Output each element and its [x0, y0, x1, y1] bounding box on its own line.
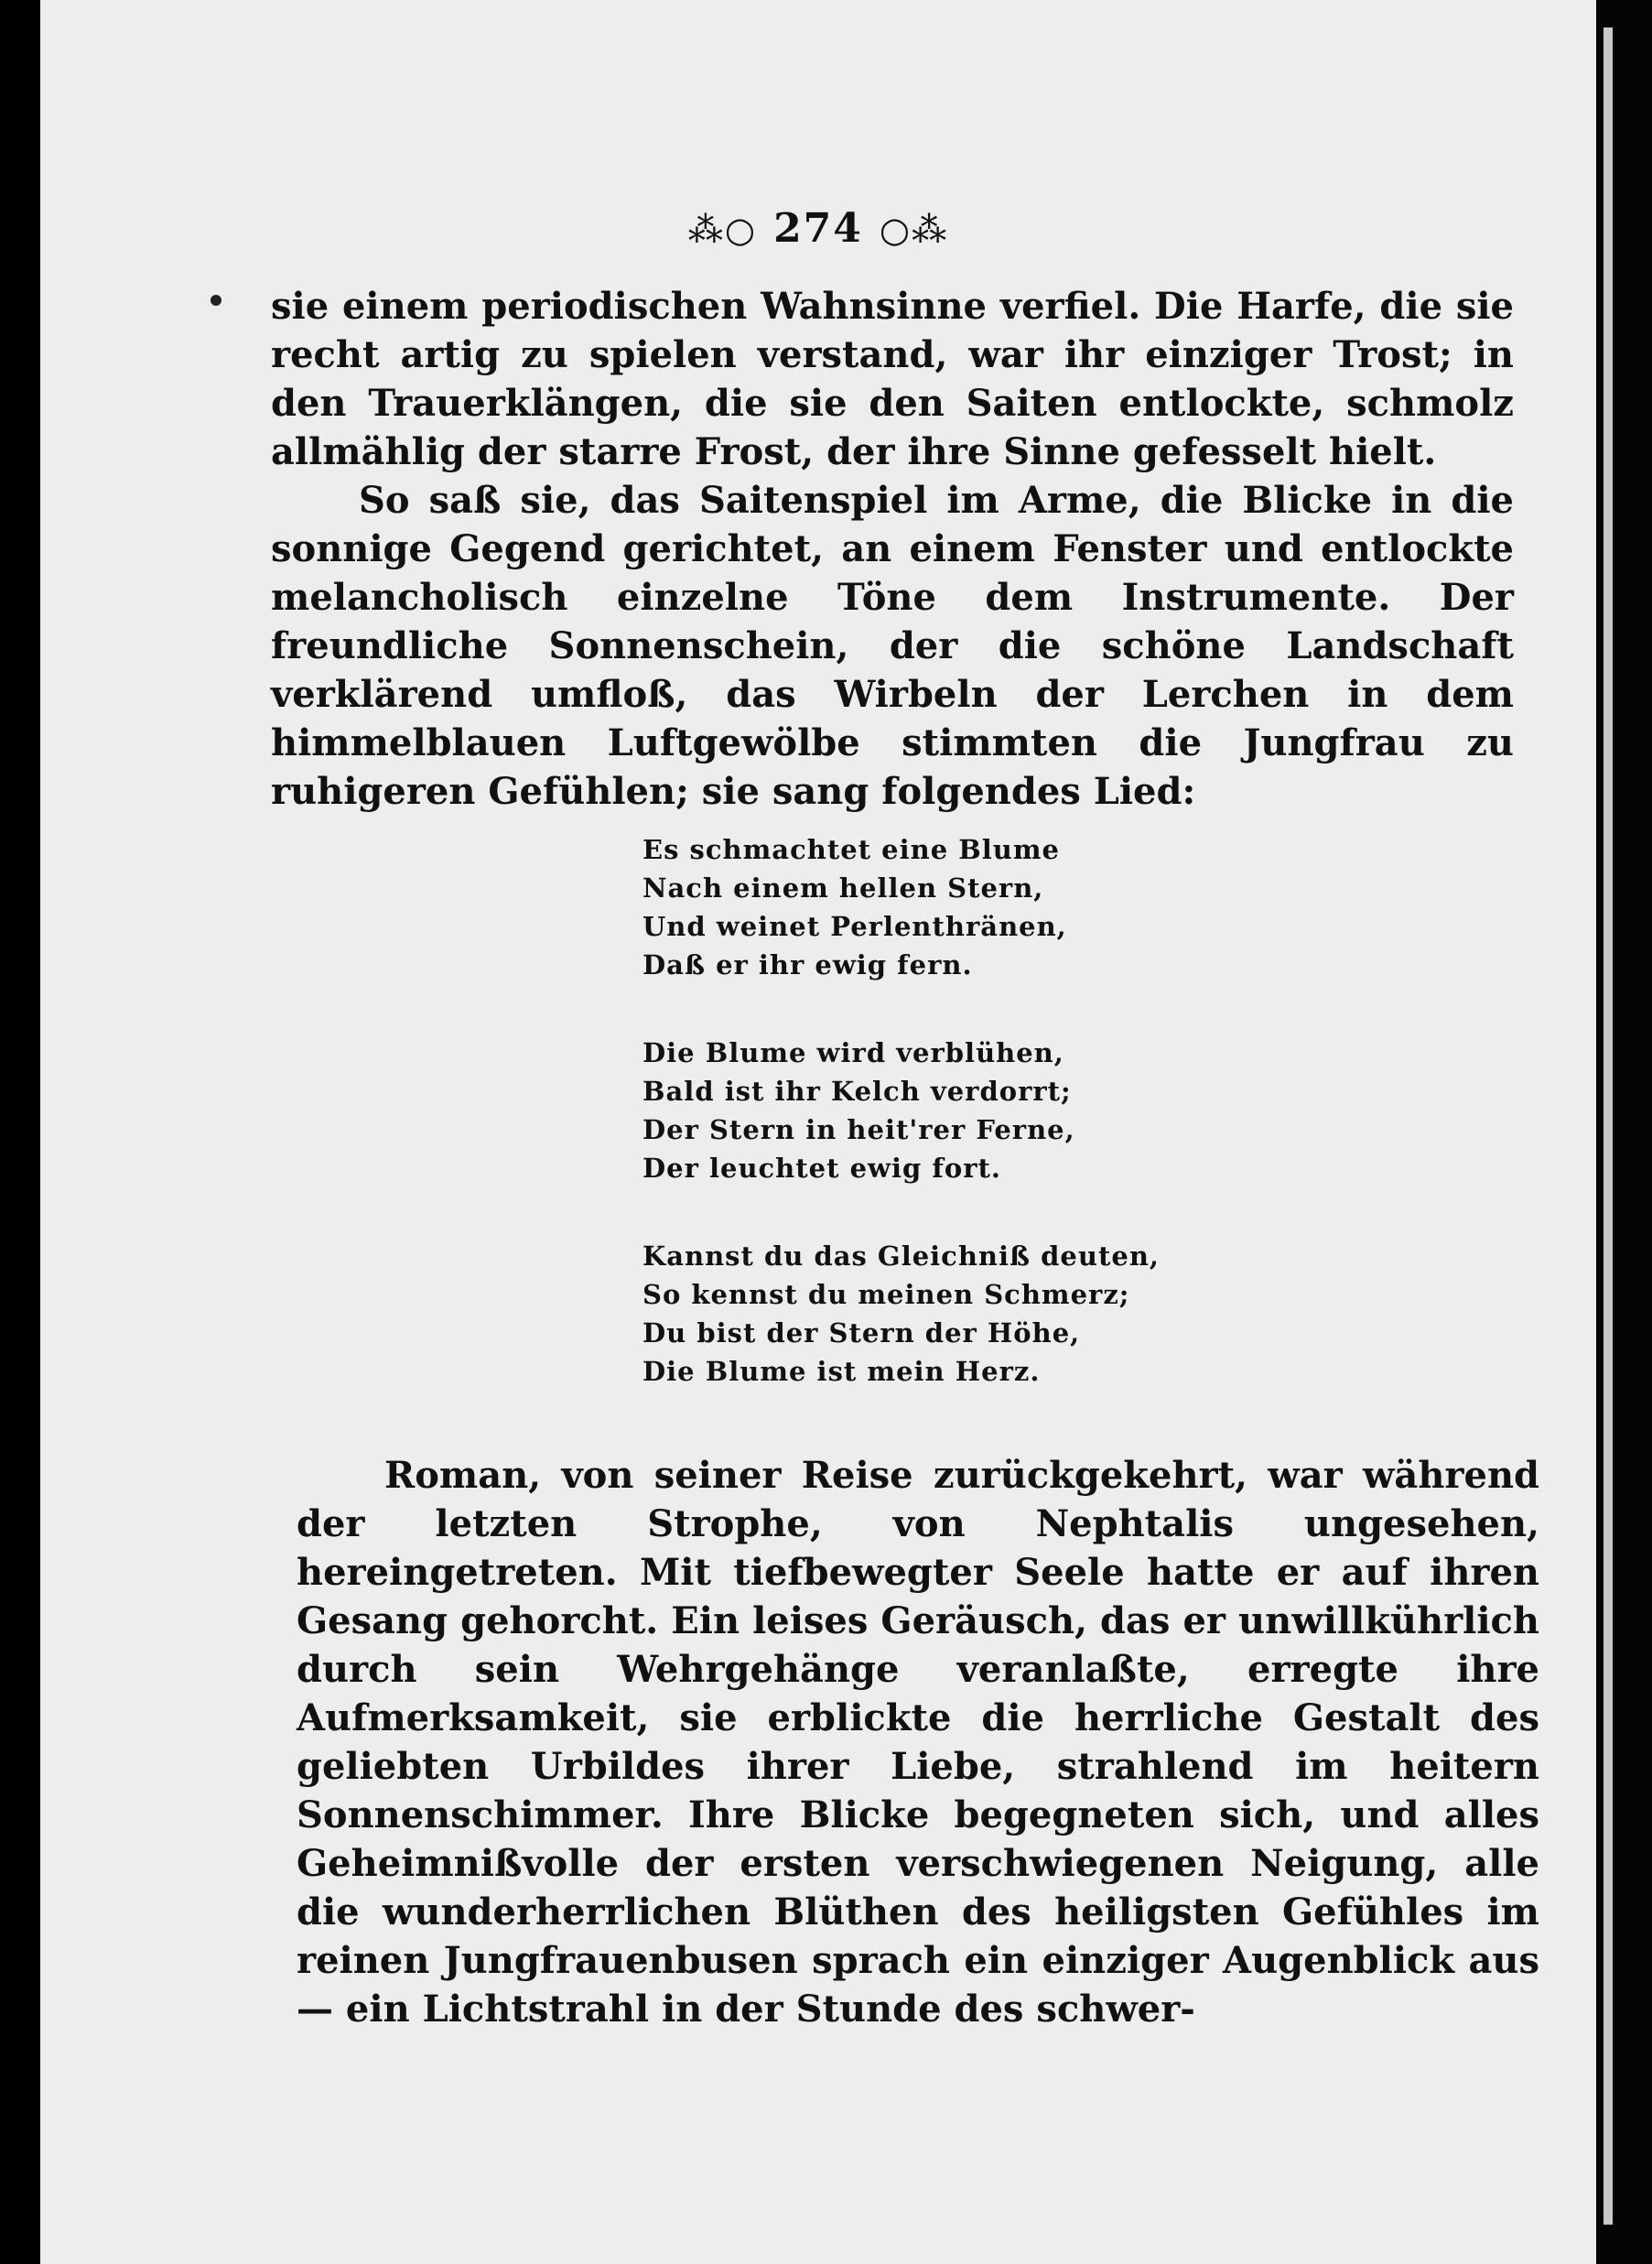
poem-line: Es schmachtet eine Blume: [642, 834, 1060, 865]
page-header: [40, 205, 1596, 252]
poem-line: Daß er ihr ewig fern.: [642, 949, 973, 980]
poem-line: Der Stern in heit'rer Ferne,: [642, 1114, 1075, 1145]
poem-line: Der leuchtet ewig fort.: [642, 1153, 1001, 1184]
margin-dot-icon: [211, 295, 221, 306]
poem-line: Die Blume wird verblühen,: [642, 1037, 1064, 1068]
paragraph-1: sie einem periodischen Wahnsinne verfiel. Die Harfe, die sie recht artig zu spielen verstand, war ihr einziger Trost; in den Trauerklängen, die sie den Saiten entlockte, schmolz allmählig der starre Frost, der ihre Sinne gefesselt hielt.: [271, 285, 1514, 473]
poem-line: Kannst du das Gleichniß deuten,: [642, 1240, 1160, 1272]
ornament-right-icon: ○⁂: [879, 210, 949, 250]
poem: [642, 830, 1338, 1440]
page-number: 274: [773, 205, 863, 252]
poem-stanza-3: [642, 1237, 1338, 1391]
poem-line: Bald ist ihr Kelch verdorrt;: [642, 1076, 1072, 1107]
paragraph-3: Roman, von seiner Reise zurückgekehrt, war während der letzten Strophe, von Nephtalis ungesehen, hereingetreten. Mit tiefbewegter Seele hatte er auf ihren Gesang gehorcht. Ein leises Geräusch, das er unwillkührlich durch sein Wehrgehänge veranlaßte, erregte ihre Aufmerksamkeit, sie erblickte die herrliche Gestalt des geliebten Urbildes ihrer Liebe, strahlend im heitern Sonnenschimmer. Ihre Blicke begegneten sich, und alles Geheimnißvolle der ersten verschwiegenen Neigung, alle die wunderherrlichen Blüthen des heiligsten Gefühles im reinen Jungfrauenbusen sprach ein einziger Augenblick aus — ein Lichtstrahl in der Stunde des schwer-: [297, 1454, 1539, 2031]
paragraph-2: So saß sie, das Saitenspiel im Arme, die Blicke in die sonnige Gegend gerichtet, an einem Fenster und entlockte melancholisch einzelne Töne dem Instrumente. Der freundliche Sonnenschein, der die schöne Landschaft verklärend umfloß, das Wirbeln der Lerchen in dem himmelblauen Luftgewölbe stimmten die Jungfrau zu ruhigeren Gefühlen; sie sang folgendes Lied:: [271, 479, 1514, 813]
book-page: [40, 0, 1596, 2264]
next-page-edge: [1603, 27, 1613, 2225]
ornament-left-icon: ⁂○: [687, 210, 758, 250]
poem-line: Die Blume ist mein Herz.: [642, 1356, 1041, 1387]
poem-stanza-1: [642, 830, 1338, 984]
poem-line: Und weinet Perlenthränen,: [642, 911, 1067, 942]
poem-stanza-2: [642, 1034, 1338, 1187]
poem-line: So kennst du meinen Schmerz;: [642, 1279, 1130, 1310]
poem-line: Nach einem hellen Stern,: [642, 872, 1044, 904]
poem-line: Du bist der Stern der Höhe,: [642, 1317, 1081, 1349]
